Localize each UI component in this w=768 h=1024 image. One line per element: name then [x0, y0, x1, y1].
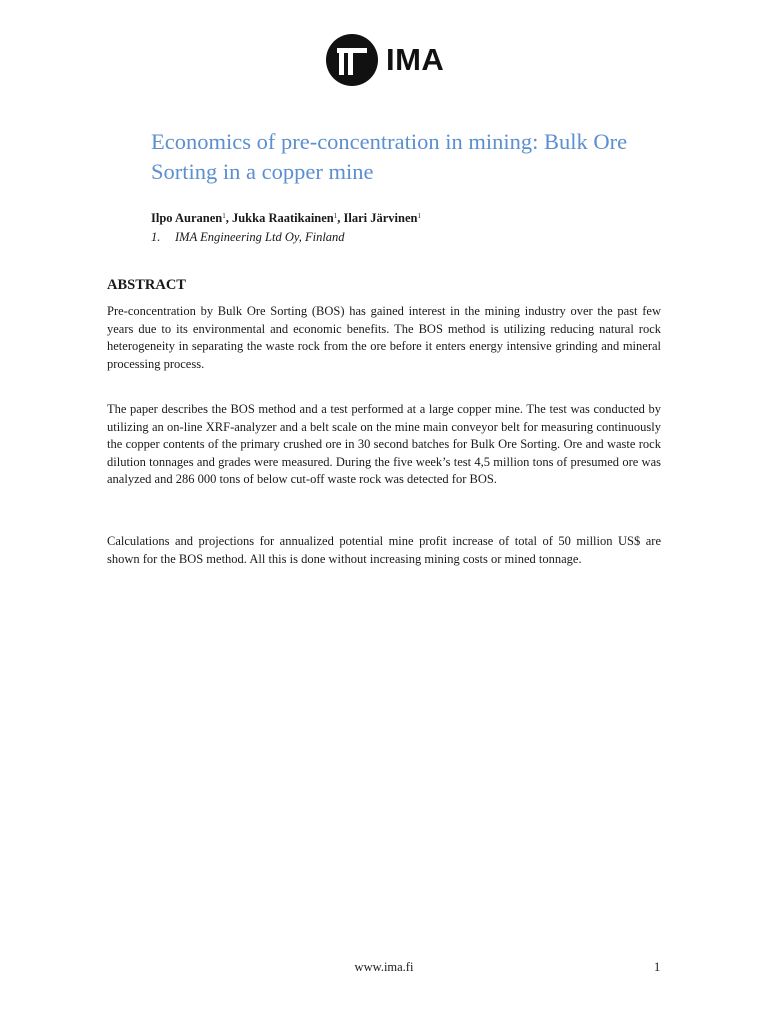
affiliation-number: 1.	[151, 230, 161, 244]
logo-text: IMA	[386, 42, 445, 77]
abstract-paragraph: The paper describes the BOS method and a test performed at a large copper mine. The test was conducted by utilizing an on-line XRF-analyzer and a belt scale on the mine main conveyor belt for measuring continuously the copper contents of the primary crushed ore in 30 second batches for Bulk Ore Sorting. Ore and waste rock dilution tonnages and grades were measured. During the five week’s test 4,5 million tons of presumed ore was analyzed and 286 000 tons of below cut-off waste rock was detected for BOS.	[107, 402, 661, 487]
author-affil-marker: 1	[333, 212, 338, 220]
affiliation-text: IMA Engineering Ltd Oy, Finland	[175, 230, 345, 244]
ima-logo-icon	[326, 34, 378, 86]
author-affil-marker: 1	[222, 212, 226, 220]
author-affil-marker: 1	[417, 212, 421, 220]
author-list: Ilpo Auranen$^1$, Jukka Raatikainen$^1$, Ilari Järvinen$^1$	[151, 211, 421, 225]
abstract-paragraph: Pre-concentration by Bulk Ore Sorting (BOS) has gained interest in the mining industry over the past few years due to its environmental and economic benefits. The BOS method is utilizing reducing natural rock heterogeneity in separating the waste rock from the ore before it enters energy intensive grinding and mineral processing process.	[107, 304, 661, 371]
affiliation	[151, 230, 345, 245]
author-name: Jukka Raatikainen	[231, 211, 334, 225]
abstract-heading: ABSTRACT	[107, 277, 186, 293]
abstract-paragraph: Calculations and projections for annualized potential mine profit increase of total of 50 million US$ are shown for the BOS method. All this is done without increasing mining costs or mined tonnage.	[107, 534, 661, 566]
footer-url-link[interactable]: www.ima.fi	[354, 960, 414, 974]
paper-title: Economics of pre-concentration in mining: Bulk Ore Sorting in a copper mine	[151, 129, 628, 184]
ima-logo	[326, 34, 444, 86]
author-name: Ilpo Auranen	[151, 211, 223, 225]
author-name: Ilari Järvinen	[343, 211, 418, 225]
page-number: 1	[654, 960, 661, 974]
